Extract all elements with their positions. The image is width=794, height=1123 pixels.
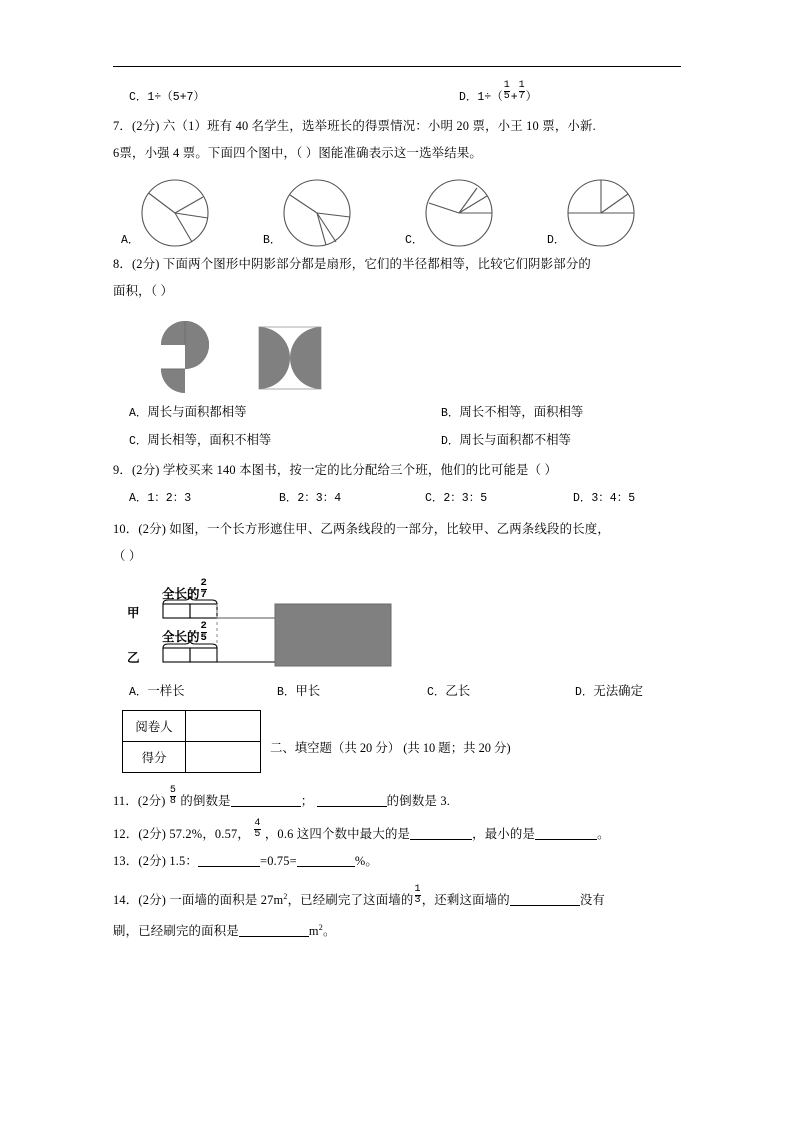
q6-option-d[interactable]	[397, 81, 681, 113]
q8-stem-line1: 8．(2分) 下面两个图形中阴影部分都是扇形，它们的半径都相等，比较它们阴影部分的	[113, 257, 592, 271]
q10-option-a-text: 一样长	[147, 684, 185, 698]
q8-option-a[interactable]	[113, 399, 397, 427]
q7-option-d-label: D．	[547, 234, 566, 247]
q14-line2-superscript: 2	[318, 923, 323, 933]
q6-option-d-fraction-1: $\frac{1}{5}$	[503, 79, 510, 102]
q7-option-b-label: B．	[263, 234, 282, 247]
q9-option-b-label: B．	[279, 492, 298, 505]
pie-chart-c	[423, 177, 495, 249]
q12-mid-1: ，0.6 这四个数中最大的是	[264, 827, 411, 841]
q9-option-b-text: 2：3：4	[297, 492, 342, 505]
q11-prefix: 11．(2分)	[113, 794, 166, 808]
q7-option-b[interactable]	[255, 177, 397, 249]
pinwheel-figure	[143, 315, 227, 395]
q10-caption-jia-fraction: $\frac{2}{7}$	[200, 577, 207, 601]
q6-option-c[interactable]	[113, 81, 397, 113]
q14-line1-a: 14．(2分) 一面墙的面积是 27m	[113, 893, 284, 908]
q14-blank-2[interactable]	[239, 924, 309, 937]
q11-blank-1[interactable]	[231, 794, 301, 807]
q10-diagram	[113, 576, 681, 676]
q10-option-c-text: 乙长	[445, 684, 471, 698]
q7-option-d[interactable]	[539, 177, 681, 249]
q9-stem-line1: 9．(2分) 学校买来 140 本图书，按一定的比分配给三个班，他们的比可能是（ ）	[113, 463, 558, 477]
q10-caption-yi-prefix: 全长的	[162, 629, 200, 644]
q8-options-row-2	[113, 427, 681, 455]
q8-option-d-label: D．	[441, 435, 460, 448]
section-2-heading: 二、填空题（共 20 分） (共 10 题；共 20 分)	[270, 741, 511, 755]
q6-option-c-text: 1÷（5+7）	[147, 91, 205, 104]
q12-mid-2: ，最小的是	[472, 827, 536, 841]
q10-option-b[interactable]	[255, 678, 397, 706]
q6-option-d-label: D．	[459, 91, 478, 104]
q10-diagram-svg	[113, 576, 413, 676]
q14-stem-line1	[113, 883, 681, 914]
q12-stem	[113, 817, 681, 848]
q9-options-row	[113, 484, 681, 512]
q13-blank-2[interactable]	[297, 854, 355, 867]
q14-line1-b: ，已经刷完了这面墙的	[287, 893, 414, 908]
q13-blank-1[interactable]	[198, 854, 260, 867]
q10-option-c-label: C．	[427, 686, 446, 699]
q14-line2-a: 刷，已经刷完的面积是	[113, 924, 239, 939]
q12-fraction: $\frac{4}{5}$	[254, 817, 261, 840]
pie-chart-a	[139, 177, 211, 249]
q13-prefix: 13．(2分) 1.5：	[113, 854, 198, 868]
q14-line2-b: m	[308, 924, 319, 939]
q8-figures-row	[113, 311, 681, 395]
q7-option-c[interactable]	[397, 177, 539, 249]
q14-stem-line2	[113, 914, 681, 945]
table-row	[123, 742, 261, 773]
q10-option-b-label: B．	[277, 686, 296, 699]
q8-option-c-text: 周长相等，面积不相等	[147, 433, 272, 447]
q8-option-c[interactable]	[113, 427, 397, 455]
q10-option-a-label: A．	[129, 686, 148, 699]
header-rule	[113, 66, 681, 67]
q9-option-d-text: 3：4：5	[591, 492, 636, 505]
q14-line1-c: ，还剩这面墙的	[421, 893, 510, 908]
q9-option-a[interactable]	[113, 484, 255, 512]
q10-option-c[interactable]	[397, 678, 539, 706]
q6-option-d-prefix: 1÷（	[477, 91, 503, 104]
q10-option-b-text: 甲长	[295, 684, 321, 698]
q10-caption-yi-fraction: $\frac{2}{5}$	[200, 620, 207, 644]
score-block	[113, 710, 681, 778]
q10-option-d-text: 无法确定	[593, 684, 643, 698]
q8-option-b-label: B．	[441, 407, 460, 420]
q8-option-c-label: C．	[129, 435, 148, 448]
q9-option-c-label: C．	[425, 492, 444, 505]
q10-label-jia: 甲	[127, 606, 140, 620]
score-table-value-reviewer[interactable]	[186, 711, 261, 742]
q13-mid: =0.75=	[260, 854, 297, 868]
q7-charts-row	[113, 171, 681, 249]
q7-stem-line1: 7．(2分) 六（1）班有 40 名学生，选举班长的得票情况：小明 20 票，小王 10 票，小新.	[113, 119, 596, 133]
q10-label-yi: 乙	[127, 651, 140, 665]
q6-options-row	[113, 81, 681, 113]
score-table-key-score: 得分	[123, 742, 186, 773]
q12-blank-2[interactable]	[535, 827, 597, 840]
q11-mid-1: 的倒数是	[180, 794, 231, 808]
q9-option-d-label: D．	[573, 492, 592, 505]
q11-blank-2[interactable]	[317, 794, 387, 807]
q11-separator: ；	[300, 794, 314, 808]
q13-suffix: %。	[354, 854, 378, 868]
pie-chart-b	[281, 177, 353, 249]
q14-line1-superscript: 2	[283, 892, 288, 901]
q12-prefix: 12．(2分) 57.2%，0.57，	[113, 827, 250, 841]
q8-option-d[interactable]	[397, 427, 681, 455]
q8-option-a-text: 周长与面积都相等	[147, 405, 247, 419]
q14-line1-d: 没有	[579, 893, 606, 908]
q8-option-a-label: A．	[129, 407, 148, 420]
q10-options-row	[113, 678, 681, 706]
q6-option-d-plus: +	[510, 91, 518, 104]
q9-option-c[interactable]	[397, 484, 539, 512]
q10-stem-line1: 10．(2分) 如图，一个长方形遮住甲、乙两条线段的一部分，比较甲、乙两条线段的长度，	[113, 522, 610, 536]
q9-option-a-text: 1：2：3	[147, 492, 192, 505]
q14-fraction: $\frac{1}{3}$	[414, 883, 421, 906]
score-table-value-score[interactable]	[186, 742, 261, 773]
q7-option-a-label: A．	[121, 234, 140, 247]
q6-option-d-suffix: ）	[525, 91, 538, 104]
page-content	[113, 66, 681, 945]
q8-option-b[interactable]	[397, 399, 681, 427]
q11-fraction: $\frac{5}{8}$	[169, 784, 177, 807]
score-table-key-reviewer: 阅卷人	[123, 711, 186, 742]
q13-stem	[113, 848, 681, 875]
q11-stem	[113, 784, 681, 815]
q10-option-a[interactable]	[113, 678, 255, 706]
q10-stem-line2: （ ）	[113, 549, 142, 563]
score-table	[122, 710, 261, 773]
q7-option-c-label: C．	[405, 234, 424, 247]
q8-option-b-text: 周长不相等，面积相等	[459, 405, 584, 419]
q9-option-d[interactable]	[539, 484, 681, 512]
q12-suffix: 。	[597, 827, 610, 841]
q8-options-row-1	[113, 399, 681, 427]
table-row	[123, 711, 261, 742]
q6-option-c-label: C．	[129, 91, 148, 104]
q9-option-c-text: 2：3：5	[443, 492, 488, 505]
q11-mid-2: 的倒数是 3.	[386, 794, 451, 808]
q8-option-d-text: 周长与面积都不相等	[459, 433, 571, 447]
q12-blank-1[interactable]	[410, 827, 472, 840]
q10-option-d[interactable]	[539, 678, 681, 706]
q8-stem-line2: 面积，（ ）	[113, 284, 174, 298]
q9-option-a-label: A．	[129, 492, 148, 505]
q10-caption-jia-prefix: 全长的	[162, 586, 200, 601]
q14-line2-c: 。	[322, 924, 336, 939]
q7-option-a[interactable]	[113, 177, 255, 249]
pie-chart-d	[565, 177, 637, 249]
two-half-circles-figure	[253, 323, 327, 395]
q6-option-d-fraction-2: $\frac{1}{7}$	[518, 79, 525, 102]
q14-blank-1[interactable]	[510, 893, 580, 906]
q10-option-d-label: D．	[575, 686, 594, 699]
q9-option-b[interactable]	[255, 484, 397, 512]
q7-stem-line2: 6票，小强 4 票。下面四个图中，（ ）图能准确表示这一选举结果。	[113, 146, 483, 160]
